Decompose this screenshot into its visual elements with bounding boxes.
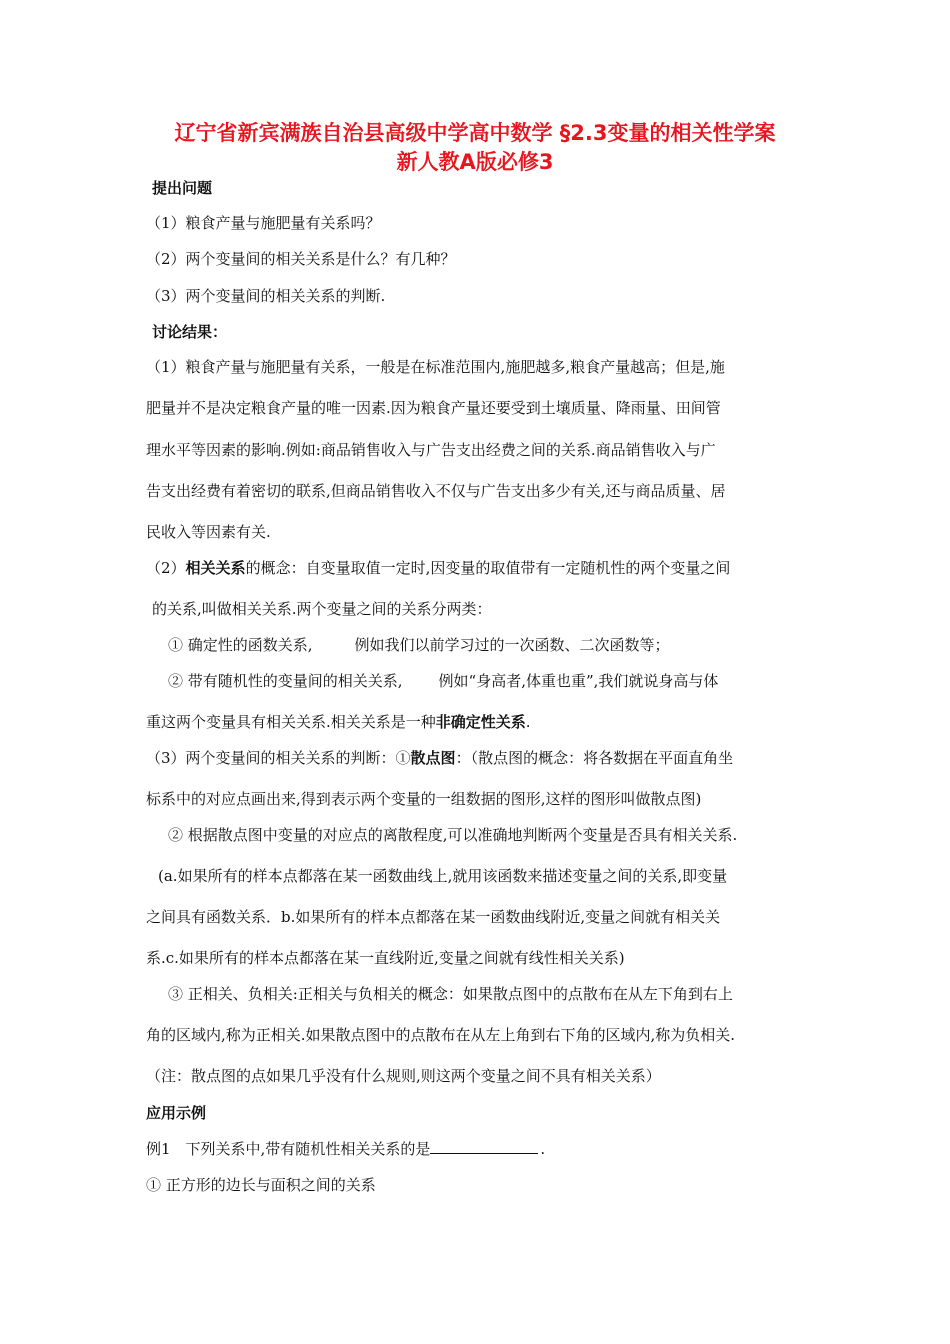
bold-term-scatter-plot: 散点图	[410, 749, 456, 767]
bold-term-nondeterministic: 非确定性关系	[435, 713, 526, 731]
text-run: ：（散点图的概念：将各数据在平面直角坐	[455, 749, 734, 767]
paragraph-line: 民收入等因素有关.	[146, 523, 271, 541]
section-heading-results: 讨论结果：	[152, 323, 228, 341]
text-run: ① 确定性的函数关系,	[168, 636, 313, 654]
paragraph-line: （1）粮食产量与施肥量有关系，一般是在标准范围内,施肥越多,粮食产量越高；但是,施	[146, 358, 725, 376]
paragraph-line: (a.如果所有的样本点都落在某一函数曲线上,就用该函数来描述变量之间的关系,即变量	[158, 867, 728, 885]
text-run: ② 带有随机性的变量间的相关关系,	[168, 672, 403, 690]
paragraph-line: 标系中的对应点画出来,得到表示两个变量的一组数据的图形,这样的图形叫做散点图)	[146, 790, 702, 808]
document-title-line-1: 辽宁省新宾满族自治县高级中学高中数学 §2.3变量的相关性学案	[174, 121, 776, 145]
bold-term-correlation: 相关关系	[185, 559, 246, 577]
paragraph-line: 系.c.如果所有的样本点都落在某一直线附近,变量之间就有线性相关关系)	[146, 949, 625, 967]
section-heading-examples: 应用示例	[146, 1104, 207, 1122]
paragraph-line: 之间具有函数关系．b.如果所有的样本点都落在某一函数曲线附近,变量之间就有相关关	[146, 908, 721, 926]
text-run: （3）两个变量间的相关关系的判断：①	[146, 749, 411, 767]
example-1-option-1: ① 正方形的边长与面积之间的关系	[146, 1176, 376, 1194]
paragraph-line: 肥量并不是决定粮食产量的唯一因素.因为粮食产量还要受到土壤质量、降雨量、田间管	[146, 399, 721, 417]
text-run: .	[540, 1140, 546, 1158]
paragraph-line: 的关系,叫做相关关系.两个变量之间的关系分两类：	[152, 600, 492, 618]
example-1-question	[146, 1139, 545, 1159]
paragraph-line	[146, 712, 531, 732]
document-title-line-2: 新人教A版必修3	[396, 150, 554, 174]
text-run: 重这两个变量具有相关关系.相关关系是一种	[146, 713, 436, 731]
paragraph-line	[168, 671, 718, 691]
question-2: （2）两个变量间的相关关系是什么？有几种？	[146, 250, 456, 268]
text-run: 的概念：自变量取值一定时,因变量的取值带有一定随机性的两个变量之间	[245, 559, 731, 577]
question-3: （3）两个变量间的相关关系的判断.	[146, 287, 386, 305]
paragraph-line	[146, 748, 733, 768]
text-run: 例如“身高者,体重也重”,我们就说身高与体	[438, 672, 719, 690]
paragraph-line: ② 根据散点图中变量的对应点的离散程度,可以准确地判断两个变量是否具有相关关系.	[168, 826, 738, 844]
answer-blank	[430, 1139, 538, 1154]
paragraph-line	[168, 635, 670, 655]
text-run: （2）	[146, 559, 186, 577]
paragraph-line: 角的区域内,称为正相关.如果散点图中的点散布在从左上角到右下角的区域内,称为负相关.	[146, 1026, 736, 1044]
paragraph-line: ③ 正相关、负相关:正相关与负相关的概念：如果散点图中的点散布在从左下角到右上	[168, 985, 733, 1003]
paragraph-line: （注：散点图的点如果几乎没有什么规则,则这两个变量之间不具有相关关系）	[146, 1067, 661, 1085]
text-run: .	[525, 713, 531, 731]
question-1: （1）粮食产量与施肥量有关系吗？	[146, 214, 381, 232]
paragraph-line	[146, 558, 730, 578]
paragraph-line: 理水平等因素的影响.例如:商品销售收入与广告支出经费之间的关系.商品销售收入与广	[146, 441, 716, 459]
text-run: 例如我们以前学习过的一次函数、二次函数等；	[354, 636, 670, 654]
section-heading-questions: 提出问题	[152, 179, 213, 197]
text-run: 例1 下列关系中,带有随机性相关关系的是	[146, 1140, 431, 1158]
paragraph-line: 告支出经费有着密切的联系,但商品销售收入不仅与广告支出多少有关,还与商品质量、居	[146, 482, 726, 500]
